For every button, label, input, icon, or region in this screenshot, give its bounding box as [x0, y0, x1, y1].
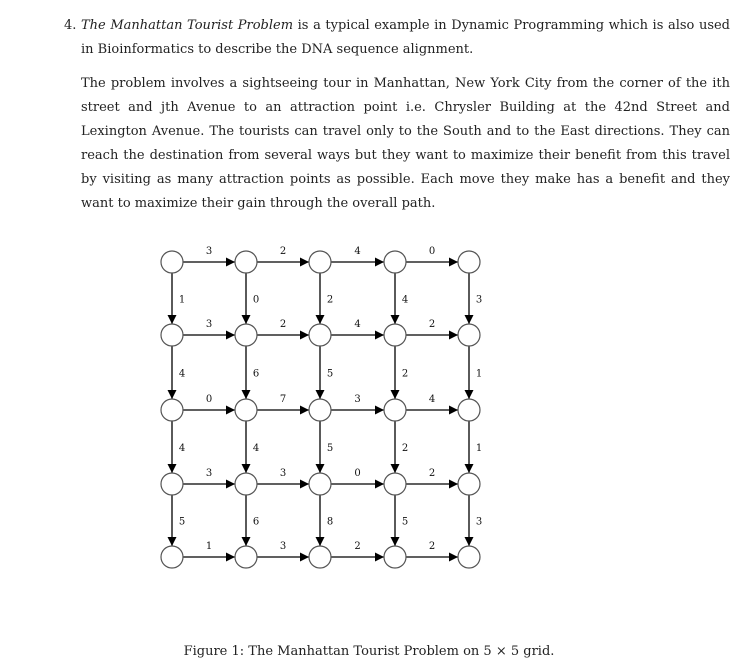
- edge-weight-labels: [179, 246, 482, 552]
- grid-node-r2-c0: [161, 399, 183, 421]
- east-edge-weight-r0-c0: 3: [205, 246, 213, 257]
- east-edge-weight-r1-c2: 4: [354, 319, 361, 330]
- east-edge-weight-r2-c2: 3: [354, 394, 361, 405]
- grid-node-r2-c1: [235, 399, 257, 421]
- east-edge-weight-r2-c3: 4: [428, 394, 436, 405]
- south-edge-weight-r0-c4: 3: [475, 294, 483, 306]
- problem-number: 4.: [64, 18, 77, 33]
- south-edge-weight-r2-c0: 4: [178, 443, 186, 454]
- grid-node-r2-c4: [458, 399, 480, 421]
- grid-node-r0-c3: [384, 251, 406, 273]
- south-edge-weight-r3-c1: 6: [252, 516, 260, 528]
- east-edge-weight-r0-c3: 0: [428, 246, 436, 257]
- problem-title: The Manhattan Tourist Problem: [81, 18, 294, 33]
- south-edge-weight-r3-c0: 5: [178, 516, 186, 528]
- south-edge-weight-r2-c3: 2: [401, 443, 409, 454]
- south-edge-weight-r3-c2: 8: [326, 516, 334, 528]
- grid-node-r1-c3: [384, 324, 406, 346]
- east-edge-weight-r4-c2: 2: [354, 541, 361, 552]
- south-edge-weight-r3-c4: 3: [475, 516, 483, 528]
- east-edge-weight-r3-c3: 2: [428, 468, 436, 479]
- grid-node-r1-c2: [309, 324, 331, 346]
- south-edge-weight-r0-c3: 4: [401, 294, 409, 306]
- south-edge-weight-r1-c1: 6: [252, 368, 260, 380]
- east-edge-weight-r0-c2: 4: [354, 246, 361, 257]
- south-edge-weight-r0-c2: 2: [326, 294, 334, 306]
- problem-intro-text: is a typical example in Dynamic Programming which is also used in Bioinformatics to describe the DNA sequence alignment.: [81, 18, 731, 57]
- grid-node-r4-c1: [235, 546, 257, 568]
- grid-node-r0-c4: [458, 251, 480, 273]
- grid-node-r0-c2: [309, 251, 331, 273]
- south-edge-weight-r2-c4: 1: [475, 443, 483, 454]
- east-edge-weight-r2-c1: 7: [279, 394, 287, 405]
- south-edge-weight-r1-c3: 2: [401, 368, 409, 380]
- east-edge-weight-r3-c0: 3: [205, 468, 213, 479]
- east-edge-weight-r1-c1: 2: [279, 319, 287, 330]
- south-edge-weight-r0-c0: 1: [178, 294, 186, 306]
- grid-node-r1-c4: [458, 324, 480, 346]
- grid-node-r3-c4: [458, 473, 480, 495]
- east-edge-weight-r4-c0: 1: [205, 541, 213, 552]
- south-edge-weight-r1-c2: 5: [326, 368, 334, 380]
- grid-node-r4-c2: [309, 546, 331, 568]
- grid-node-r0-c0: [161, 251, 183, 273]
- east-edge-weight-r2-c0: 0: [205, 394, 213, 405]
- south-edge-weight-r2-c1: 4: [252, 443, 260, 454]
- south-edge-weight-r2-c2: 5: [326, 443, 334, 454]
- east-edge-weight-r1-c0: 3: [205, 319, 213, 330]
- grid-node-r0-c1: [235, 251, 257, 273]
- figure-caption: Figure 1: The Manhattan Tourist Problem on 5 × 5 grid.: [183, 644, 555, 659]
- south-edge-weight-r1-c0: 4: [178, 368, 186, 380]
- grid-node-r3-c1: [235, 473, 257, 495]
- east-edge-weight-r0-c1: 2: [279, 246, 287, 257]
- grid-node-r4-c4: [458, 546, 480, 568]
- east-edge-weight-r4-c3: 2: [428, 541, 436, 552]
- south-edge-weight-r0-c1: 0: [252, 294, 260, 306]
- south-edge-weight-r3-c3: 5: [401, 516, 409, 528]
- south-edge-weight-r1-c4: 1: [475, 368, 483, 380]
- east-edge-weight-r3-c2: 0: [354, 468, 361, 479]
- grid-node-r2-c3: [384, 399, 406, 421]
- grid-node-r1-c1: [235, 324, 257, 346]
- problem-paragraph: The problem involves a sightseeing tour in Manhattan, New York City from the corner of the ith street and jth Avenue to an attraction point i.e. Chrysler Building at the 42nd Street and Lexington Avenue. The tourists can travel only to the South and to the East directions. They can reach the destination from several ways but they want to maximize their benefit from this travel by visiting as many attraction points as possible. Each move they make has a benefit and they want to maximize their gain through the overall path.: [81, 76, 730, 211]
- grid-node-r3-c2: [309, 473, 331, 495]
- east-edge-weight-r1-c3: 2: [428, 319, 436, 330]
- grid-node-r1-c0: [161, 324, 183, 346]
- grid-node-r3-c3: [384, 473, 406, 495]
- east-edge-weight-r4-c1: 3: [279, 541, 287, 552]
- grid-node-r2-c2: [309, 399, 331, 421]
- grid-node-r4-c0: [161, 546, 183, 568]
- grid-node-r4-c3: [384, 546, 406, 568]
- grid-node-r3-c0: [161, 473, 183, 495]
- east-edge-weight-r3-c1: 3: [279, 468, 287, 479]
